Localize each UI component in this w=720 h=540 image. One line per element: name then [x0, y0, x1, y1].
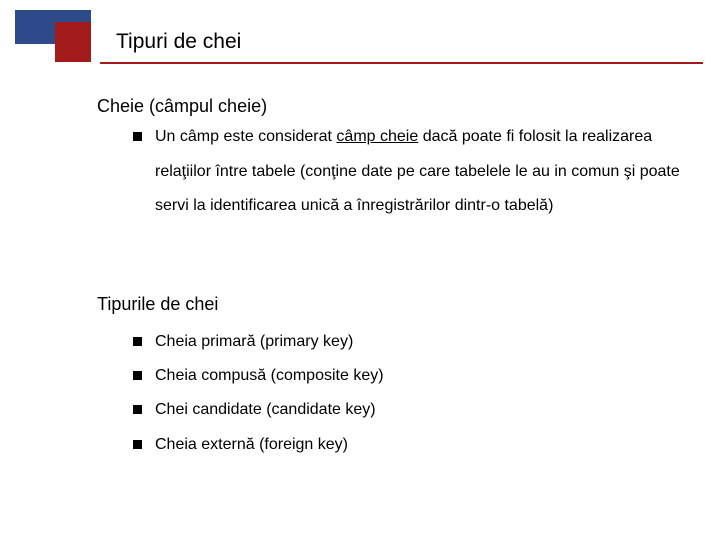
list-item-label: Cheia compusă (composite key) [155, 367, 384, 384]
title-underline [100, 62, 703, 64]
square-bullet-icon [133, 440, 142, 449]
definition-text-start: Un câmp este considerat [155, 128, 337, 145]
list-item [133, 401, 376, 419]
list-item-label: Cheia externă (foreign key) [155, 436, 348, 453]
section-heading-cheie: Cheie (câmpul cheie) [97, 96, 268, 116]
definition-underlined-term: câmp cheie [336, 128, 419, 145]
slide-title: Tipuri de chei [116, 30, 242, 53]
square-bullet-icon [133, 405, 142, 414]
logo-red-square [55, 22, 95, 62]
list-item [133, 436, 348, 454]
square-bullet-icon [133, 371, 142, 380]
list-item [133, 367, 384, 385]
square-bullet-icon [133, 337, 142, 346]
list-item [133, 333, 353, 351]
list-item-label: Chei candidate (candidate key) [155, 401, 376, 418]
cheie-definition [133, 128, 693, 224]
list-item-label: Cheia primară (primary key) [155, 333, 354, 350]
square-bullet-icon [133, 132, 142, 141]
definition-text-end: dacă poate fi folosit la realizarea relaţiilor între tabele (conţine date pe care tabelele le au in comun şi poate servi la identificarea unică a înregistrărilor dintr-o tabelă) [155, 128, 680, 214]
section-heading-tipuri: Tipurile de chei [97, 294, 219, 314]
